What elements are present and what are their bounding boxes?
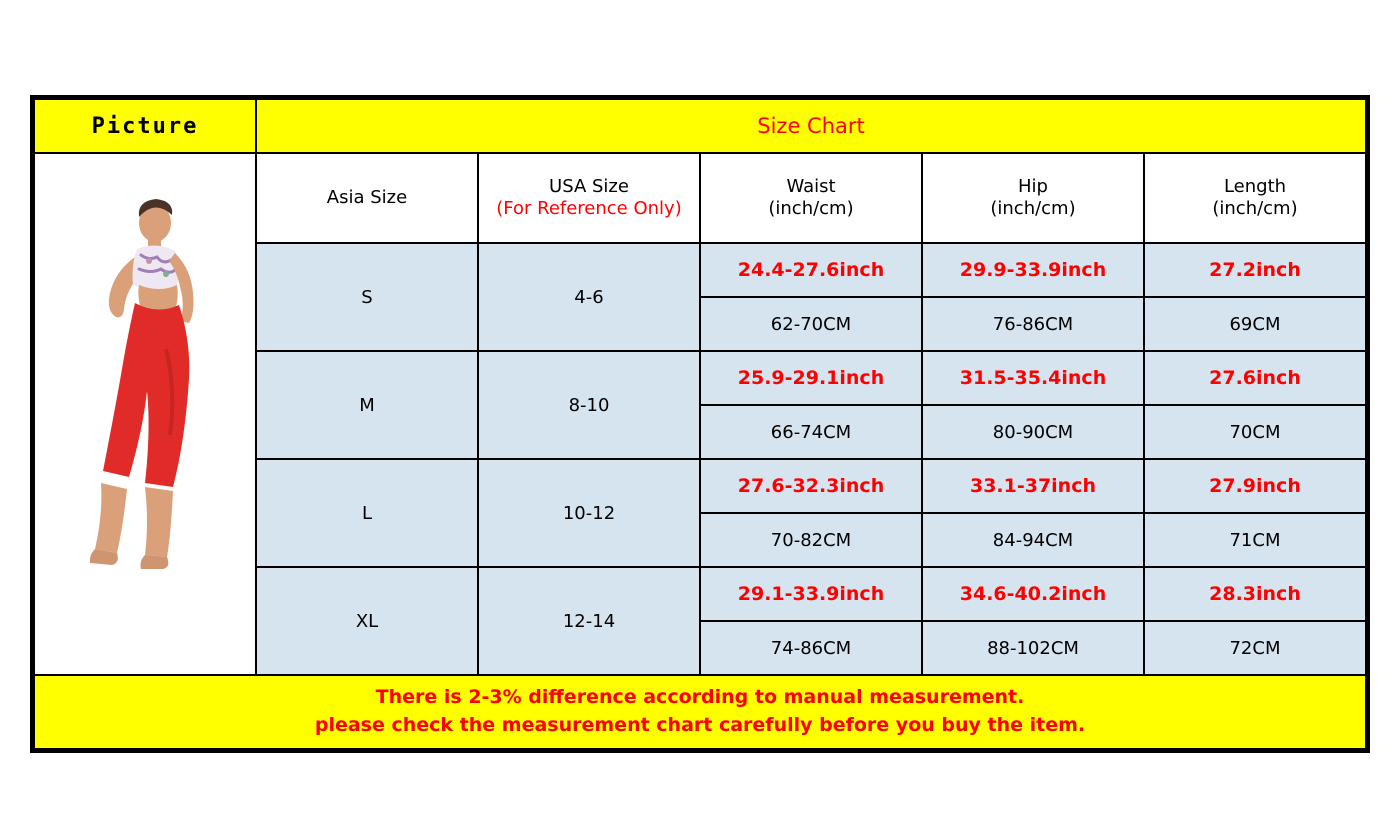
- cell-usa-size: 8-10: [478, 351, 700, 459]
- cell-waist-inch: 25.9-29.1inch: [700, 351, 922, 405]
- cell-length-inch: 27.9inch: [1144, 459, 1366, 513]
- cell-waist-cm: 66-74CM: [700, 405, 922, 459]
- cell-hip-inch: 34.6-40.2inch: [922, 567, 1144, 621]
- cell-length-inch: 27.2inch: [1144, 243, 1366, 297]
- usa-size-label: USA Size: [549, 175, 629, 197]
- size-chart-container: [30, 95, 1370, 753]
- cell-waist-cm: 74-86CM: [700, 621, 922, 675]
- length-label: Length: [1223, 175, 1287, 197]
- cell-waist-cm: 62-70CM: [700, 297, 922, 351]
- column-header-usa-size: [478, 153, 700, 243]
- cell-length-cm: 69CM: [1144, 297, 1366, 351]
- usa-size-note: (For Reference Only): [496, 198, 682, 219]
- header-picture: Picture: [34, 99, 256, 153]
- cell-waist-inch: 24.4-27.6inch: [700, 243, 922, 297]
- hip-units: (inch/cm): [990, 198, 1076, 219]
- cell-length-cm: 71CM: [1144, 513, 1366, 567]
- cell-asia-size: S: [256, 243, 478, 351]
- waist-label: Waist: [786, 175, 836, 197]
- cell-asia-size: L: [256, 459, 478, 567]
- cell-hip-inch: 29.9-33.9inch: [922, 243, 1144, 297]
- cell-length-cm: 70CM: [1144, 405, 1366, 459]
- cell-length-inch: 28.3inch: [1144, 567, 1366, 621]
- cell-length-inch: 27.6inch: [1144, 351, 1366, 405]
- hip-label: Hip: [1018, 175, 1048, 197]
- cell-asia-size: XL: [256, 567, 478, 675]
- model-figure-icon: [35, 199, 265, 629]
- table-header-row: [34, 99, 1366, 153]
- cell-asia-size: M: [256, 351, 478, 459]
- measurement-note-line2: please check the measurement chart carefully before you buy the item.: [314, 714, 1086, 736]
- model-illustration: [35, 199, 265, 629]
- cell-hip-inch: 31.5-35.4inch: [922, 351, 1144, 405]
- header-size-chart: Size Chart: [256, 99, 1366, 153]
- cell-waist-cm: 70-82CM: [700, 513, 922, 567]
- cell-hip-inch: 33.1-37inch: [922, 459, 1144, 513]
- length-units: (inch/cm): [1212, 198, 1298, 219]
- cell-length-cm: 72CM: [1144, 621, 1366, 675]
- cell-usa-size: 10-12: [478, 459, 700, 567]
- column-header-asia-size: [256, 153, 478, 243]
- cell-waist-inch: 27.6-32.3inch: [700, 459, 922, 513]
- waist-units: (inch/cm): [768, 198, 854, 219]
- column-header-length: [1144, 153, 1366, 243]
- measurement-note: [34, 675, 1366, 749]
- size-chart-table: [33, 98, 1367, 750]
- column-header-hip: [922, 153, 1144, 243]
- product-picture-cell: [34, 153, 256, 675]
- measurement-note-line1: There is 2-3% difference according to manual measurement.: [375, 686, 1025, 709]
- column-header-waist: [700, 153, 922, 243]
- cell-hip-cm: 80-90CM: [922, 405, 1144, 459]
- cell-usa-size: 4-6: [478, 243, 700, 351]
- cell-hip-cm: 88-102CM: [922, 621, 1144, 675]
- cell-hip-cm: 76-86CM: [922, 297, 1144, 351]
- footer-note-row: [34, 675, 1366, 749]
- asia-size-label: Asia Size: [326, 186, 408, 208]
- cell-hip-cm: 84-94CM: [922, 513, 1144, 567]
- column-header-row: [34, 153, 1366, 243]
- cell-usa-size: 12-14: [478, 567, 700, 675]
- cell-waist-inch: 29.1-33.9inch: [700, 567, 922, 621]
